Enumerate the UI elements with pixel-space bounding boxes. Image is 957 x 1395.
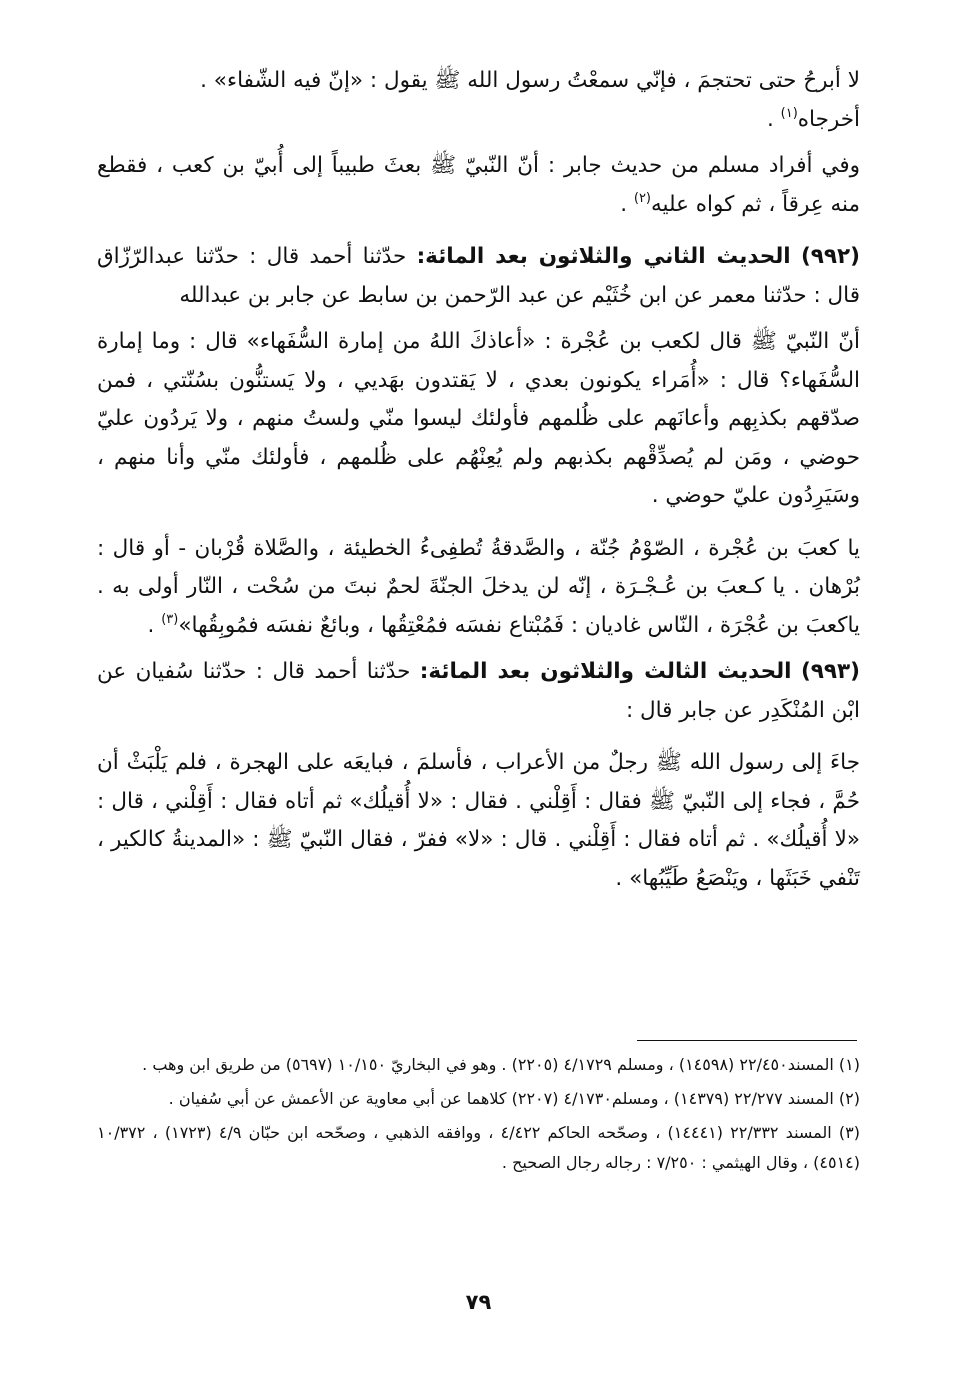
hadith-isnad-992: حدّثنا أحمد قال : حدّثنا عبدالرّزّاق قال : حدّثنا معمر عن ابن خُثَيْم عن عبد الرّحمن بن سابط عن جابر بن عبدالله [97,244,860,308]
paragraph-2-text: وفي أفراد مسلم من حديث جابر : أنّ النّبيّ ﷺ بعثَ طبيباً إلى أُبيّ بن كعب ، فقطع منه عِرقاً ، ثم كواه عليه [97,153,860,217]
footnote-text-2: المسند ٢٢/٢٧٧ (١٤٣٧٩) ، ومسلم٤/١٧٣٠ (٢٢٠٧) كلاهما عن أبي معاوية عن الأعمش عن أبي سُفيان . [168,1089,834,1108]
footnote-text-3: المسند ٢٢/٣٣٢ (١٤٤٤١) ، وصحّحه الحاكم ٤/٤٢٢ ، ووافقه الذهبي ، وصحّحه ابن حبّان ٤/٩ (١٧٢٣) ، ١٠/٣٧٢ (٤٥١٤) ، وقال الهيثمي : ٧/٢٥٠ : رجاله رجال الصحيح . [97,1123,860,1172]
footnote-marker-3: (٣) [838,1123,861,1142]
main-text [97,62,860,898]
paragraph-2 [97,147,860,224]
paragraph-5 [97,530,860,646]
hadith-number-993: (٩٩٣) [800,659,860,684]
hadith-title-992: الحديث الثاني والثلاثون بعد المائة: [416,244,791,269]
hadith-993 [97,653,860,730]
footnote-marker-1: (١) [838,1055,860,1074]
paragraph-5-text: يا كعبَ بن عُجْرة ، الصّوْمُ جُنّة ، والصَّدقةُ تُطفِىءُ الخطيئة ، والصَّلاة قُرْبان - أو قال : بُرْهان . يا كـعبَ بن عُـجْـرَة ، إنّه لن يدخلَ الجنّةَ لحمٌ نبتَ من سُحْت ، النّار أولى به . ياكعبَ بن عُجْرَة ، النّاس غاديان : فَمُبْتاع نفسَه فمُعْتِقُها ، وبائعٌ نفسَه فمُوبِقُها» [97,535,860,638]
paragraph-5-tail: . [147,612,162,638]
paragraph-7 [97,744,860,898]
footnote-ref-1[interactable]: (١) [780,105,798,121]
footnote-text-1: المسند٢٢/٤٥٠ (١٤٥٩٨) ، ومسلم ٤/١٧٢٩ (٢٢٠٥) . وهو في البخاريّ ١٠/١٥٠ (٥٦٩٧) من طريق ابن وهب . [142,1055,834,1074]
hadith-number-992: (٩٩٢) [800,244,860,269]
hadith-992 [97,238,860,315]
page-number: ٧٩ [465,1290,492,1314]
paragraph-4-text: أنّ النّبيّ ﷺ قال لكعب بن عُجْرة : «أعاذكَ اللهُ من إمارة السُّفَهاء» قال : وما إمارة السُّفَهاء؟ قال : «أُمَراء يكونون بعدي ، لا يَقتدون بهَديي ، ولا يَستنُّون بسُنّتي ، فمن صدّقهم بكذبِهم وأعانَهم على ظُلمهم فأولئك ليسوا منّي ولستُ منهم ، ولا يَردُون عليّ حوضي ، ومَن لم يُصدِّقْهم بكذبهم ولم يُعِنْهُم على ظُلمهم ، فأولئك منّي وأنا منهم ، وسَيَرِدُون عليّ حوضي . [97,329,860,508]
footnote-2 [97,1084,860,1114]
footnote-divider [637,1040,857,1041]
hadith-isnad-993: حدّثنا أحمد قال : حدّثنا سُفيان عن ابْن المُنْكَدِر عن جابر قال : [97,659,860,723]
hadith-title-993: الحديث الثالث والثلاثون بعد المائة: [419,659,792,684]
footnote-3 [97,1118,860,1178]
paragraph-4 [97,323,860,516]
paragraph-1-line-1: لا أبرحُ حتى تحتجمَ ، فإنّي سمعْتُ رسول الله ﷺ يقول : «إنّ فيه الشّفاء» . [200,68,860,93]
footnotes [97,1050,860,1182]
paragraph-7-text: جاءَ إلى رسول الله ﷺ رجلٌ من الأعراب ، فأسلمَ ، فبايعَه على الهجرة ، فلم يَلْبَثْ أن حُمَّ ، فجاء إلى النّبيّ ﷺ فقال : أَقِلْني . فقال : «لا أُقيلُك» ثم أتاه فقال : أَقِلْني ، قال : «لا أُقيلُك» . ثم أتاه فقال : أَقِلْني . قال : «لا» ففرّ ، فقال النّبيّ ﷺ : «المدينةُ كالكير ، تَنْفي خَبَثَها ، ويَنْصَعُ طَيِّبُها» . [97,750,860,891]
footnote-1 [97,1050,860,1080]
footnote-ref-2[interactable]: (٢) [633,190,651,206]
paragraph-1 [97,62,860,139]
footnote-marker-2: (٢) [838,1089,860,1108]
paragraph-1-tail: . [766,106,781,132]
paragraph-1-line-2: أخرجاه [797,106,860,132]
paragraph-2-tail: . [620,191,634,217]
footnote-ref-3[interactable]: (٣) [161,611,179,627]
